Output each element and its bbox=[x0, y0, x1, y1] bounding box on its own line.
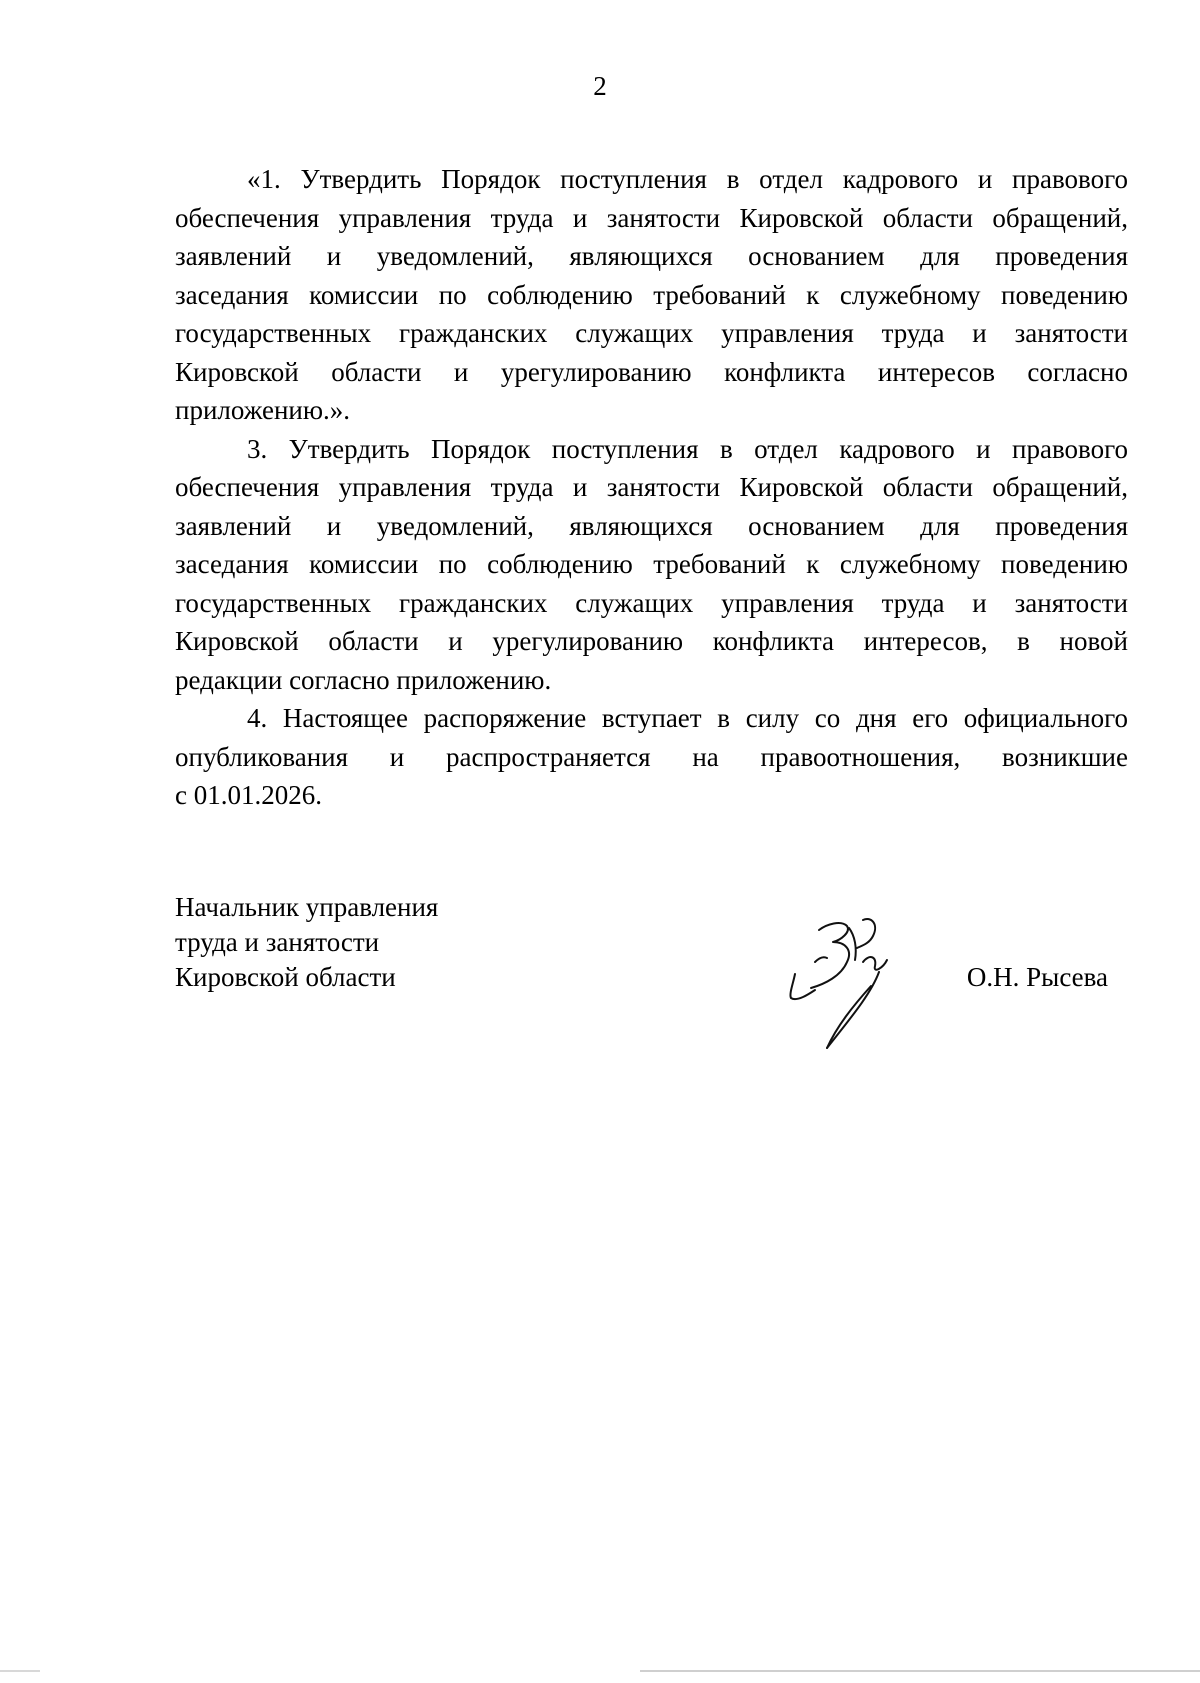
text-line: обеспечения управления труда и занятости Кировской области обращений, bbox=[175, 202, 1128, 233]
text-line: с 01.01.2026. bbox=[175, 780, 322, 810]
document-body bbox=[175, 160, 1128, 815]
text-line: государственных гражданских служащих управления труда и занятости bbox=[175, 318, 1128, 348]
scan-edge-line bbox=[640, 1670, 1200, 1672]
text-line: обеспечения управления труда и занятости Кировской области обращений, bbox=[175, 472, 1128, 502]
text-line: государственных гражданских служащих управления труда и занятости bbox=[175, 587, 1128, 618]
text-line: 4. Настоящее распоряжение вступает в силу со дня его официального bbox=[247, 703, 1128, 733]
signer-position-line: Начальник управления bbox=[175, 892, 439, 922]
signer-position-line: труда и занятости bbox=[175, 927, 380, 957]
signer-name: О.Н. Рысева bbox=[966, 962, 1108, 992]
text-line: 3. Утвердить Порядок поступления в отдел кадрового и правового bbox=[247, 433, 1128, 464]
text-line: редакции согласно приложению. bbox=[175, 664, 552, 695]
text-line: заседания комиссии по соблюдению требований к служебному поведению bbox=[175, 279, 1128, 310]
text-line: Кировской области и урегулированию конфликта интересов, в новой bbox=[175, 626, 1128, 656]
text-line: заявлений и уведомлений, являющихся основанием для проведения bbox=[175, 510, 1128, 541]
text-line: заявлений и уведомлений, являющихся основанием для проведения bbox=[175, 241, 1128, 271]
paragraph-item-1 bbox=[175, 160, 1128, 430]
text-line: «1. Утвердить Порядок поступления в отдел кадрового и правового bbox=[247, 164, 1128, 194]
page-number: 2 bbox=[593, 71, 607, 101]
text-line: опубликования и распространяется на правоотношения, возникшие bbox=[175, 741, 1128, 772]
signer-position bbox=[175, 890, 438, 995]
scan-edge-line bbox=[0, 1670, 40, 1672]
signer-position-line: Кировской области bbox=[175, 962, 396, 992]
handwritten-signature bbox=[775, 902, 905, 1052]
signature-block bbox=[175, 890, 1128, 1090]
paragraph-item-3 bbox=[175, 430, 1128, 700]
text-line: заседания комиссии по соблюдению требований к служебному поведению bbox=[175, 549, 1128, 579]
text-line: приложению.». bbox=[175, 395, 351, 425]
text-line: Кировской области и урегулированию конфликта интересов согласно bbox=[175, 356, 1128, 387]
paragraph-item-4 bbox=[175, 699, 1128, 815]
